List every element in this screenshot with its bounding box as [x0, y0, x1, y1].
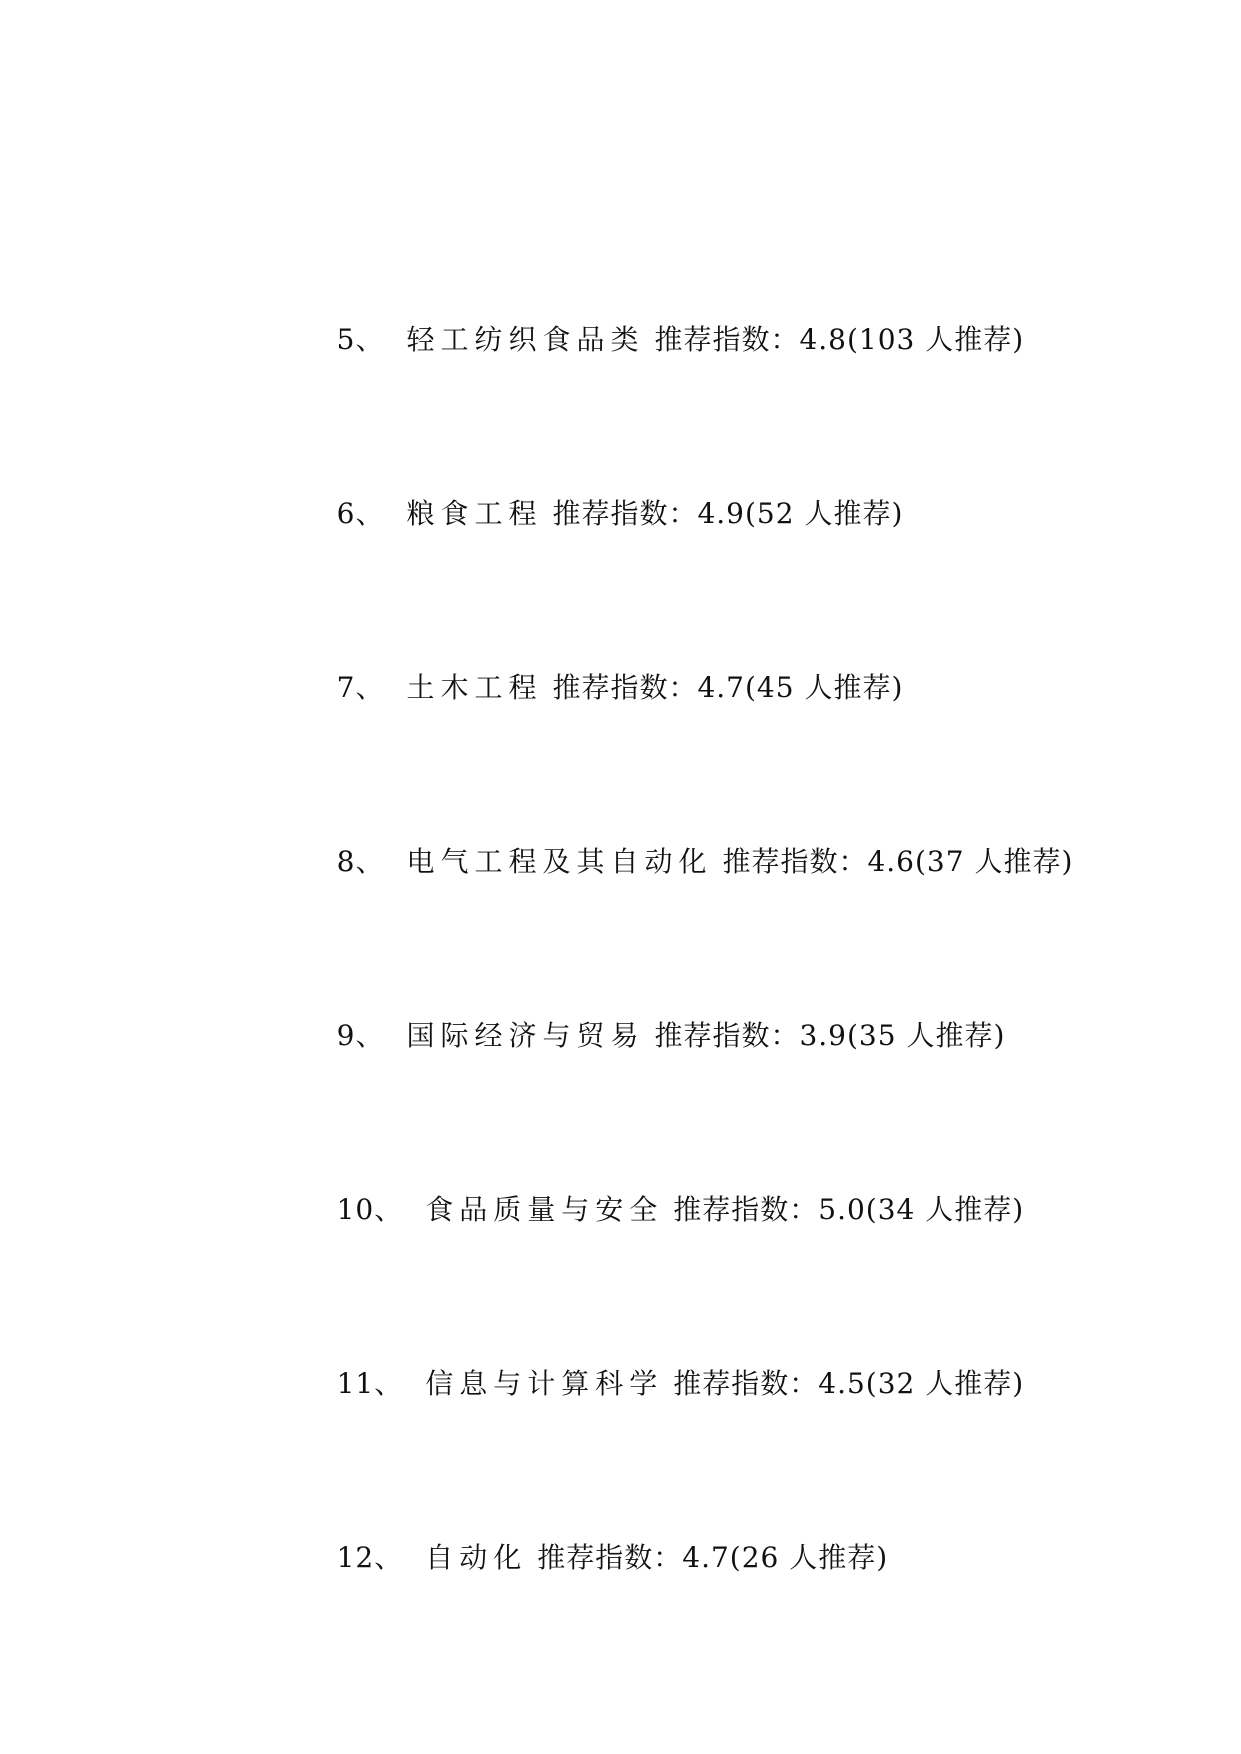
item-separator: 、 — [374, 1541, 404, 1574]
major-name: 国际经济与贸易 — [406, 1019, 645, 1052]
item-number: 7 — [336, 671, 356, 704]
recommendation-index: 推荐指数：4.9(52 人推荐) — [552, 497, 904, 530]
major-name: 信息与计算科学 — [425, 1367, 664, 1400]
list-item — [297, 628, 904, 704]
list-item — [297, 976, 1006, 1052]
list-item — [297, 454, 904, 530]
recommendation-index: 推荐指数：4.7(45 人推荐) — [552, 671, 904, 704]
major-name: 粮食工程 — [406, 497, 543, 530]
recommendation-index: 推荐指数：3.9(35 人推荐) — [654, 1019, 1006, 1052]
item-separator: 、 — [355, 1019, 385, 1052]
list-item — [297, 1150, 1025, 1226]
recommendation-index: 推荐指数：5.0(34 人推荐) — [673, 1193, 1025, 1226]
major-name: 土木工程 — [406, 671, 543, 704]
major-name: 自动化 — [425, 1541, 528, 1574]
recommendation-index: 推荐指数：4.7(26 人推荐) — [537, 1541, 889, 1574]
list-item — [297, 1498, 889, 1574]
recommendation-index: 推荐指数：4.6(37 人推荐) — [722, 845, 1074, 878]
item-number: 12 — [336, 1541, 375, 1574]
major-name: 轻工纺织食品类 — [406, 323, 645, 356]
item-number: 5 — [336, 323, 356, 356]
item-number: 8 — [336, 845, 356, 878]
list-item — [297, 280, 1025, 356]
recommendation-index: 推荐指数：4.8(103 人推荐) — [654, 323, 1025, 356]
item-separator: 、 — [374, 1367, 404, 1400]
list-item — [297, 802, 1074, 878]
item-number: 10 — [336, 1193, 375, 1226]
major-name: 食品质量与安全 — [425, 1193, 664, 1226]
recommendation-index: 推荐指数：4.5(32 人推荐) — [673, 1367, 1025, 1400]
item-number: 6 — [336, 497, 356, 530]
item-number: 11 — [336, 1367, 375, 1400]
item-separator: 、 — [355, 323, 385, 356]
major-name: 电气工程及其自动化 — [406, 845, 713, 878]
list-item — [297, 1324, 1025, 1400]
item-separator: 、 — [355, 671, 385, 704]
item-number: 9 — [336, 1019, 356, 1052]
item-separator: 、 — [355, 845, 385, 878]
item-separator: 、 — [374, 1193, 404, 1226]
item-separator: 、 — [355, 497, 385, 530]
